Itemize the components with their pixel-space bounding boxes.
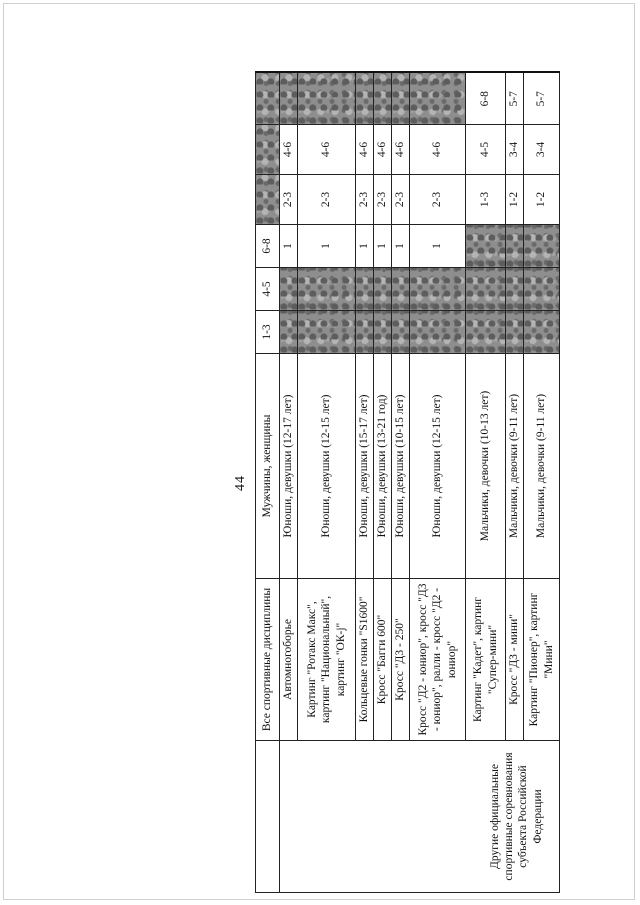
row-cell [410, 268, 466, 311]
row-discipline: Картинг "Пионер", картинг "Мини" [524, 579, 560, 741]
row-group: Юноши, девушки (12-15 лет) [298, 354, 356, 579]
row-discipline: Кросс "Д2 - юниор", кросс "Д3 - юниор", ралли - кросс "Д2 - юниор" [410, 579, 466, 741]
row-group: Юноши, девушки (15-17 лет) [356, 354, 374, 579]
row-cell [392, 311, 410, 354]
row-cell [392, 73, 410, 125]
row-cell: 2-3 [356, 175, 374, 225]
row-cell: 1-2 [524, 175, 560, 225]
row-cell [374, 73, 392, 125]
row-cell [280, 73, 298, 125]
table-row [280, 73, 298, 893]
row-cell: 5-7 [506, 73, 524, 125]
header-shaded [256, 73, 280, 125]
page-number: 44 [233, 475, 248, 491]
row-cell: 4-6 [410, 125, 466, 175]
row-group: Юноши, девушки (12-15 лет) [410, 354, 466, 579]
competition-table [255, 72, 560, 894]
row-discipline: Кросс "Багги 600" [374, 579, 392, 741]
header-shaded [256, 125, 280, 175]
row-cell: 3-4 [524, 125, 560, 175]
header-shaded [256, 175, 280, 225]
row-cell [280, 268, 298, 311]
header-group: Мужчины, женщины [256, 354, 280, 579]
row-cell [356, 73, 374, 125]
row-cell: 2-3 [280, 175, 298, 225]
row-cell [374, 268, 392, 311]
row-cell: 2-3 [392, 175, 410, 225]
row-cell [356, 311, 374, 354]
row-group: Мальчики, девочки (9-11 лет) [506, 354, 524, 579]
header-rank-2: 4-5 [256, 268, 280, 311]
row-cell [298, 268, 356, 311]
row-cell: 5-7 [524, 73, 560, 125]
row-cell [524, 268, 560, 311]
row-group: Мальчики, девочки (9-11 лет) [524, 354, 560, 579]
row-cell: 2-3 [410, 175, 466, 225]
rotated-table-container [233, 73, 555, 893]
row-cell [466, 268, 506, 311]
row-group: Мальчики, девочки (10-13 лет) [466, 354, 506, 579]
row-cell [524, 225, 560, 268]
row-cell [280, 311, 298, 354]
row-cell [466, 225, 506, 268]
row-cell [506, 225, 524, 268]
row-discipline: Кольцевые гонки "S1600" [356, 579, 374, 741]
header-row [256, 73, 280, 893]
row-cell: 1-3 [466, 175, 506, 225]
row-cell [356, 268, 374, 311]
header-rank-3: 6-8 [256, 225, 280, 268]
row-discipline: Кросс "Д3 - мини" [506, 579, 524, 741]
row-cell: 4-6 [374, 125, 392, 175]
row-cell [506, 268, 524, 311]
row-cell [506, 311, 524, 354]
row-cell [392, 268, 410, 311]
row-cell [410, 311, 466, 354]
row-cell: 4-6 [298, 125, 356, 175]
header-section [256, 741, 280, 893]
row-cell: 1 [410, 225, 466, 268]
row-cell [410, 73, 466, 125]
row-cell: 1 [374, 225, 392, 268]
row-cell: 4-6 [280, 125, 298, 175]
row-cell: 6-8 [466, 73, 506, 125]
row-cell [466, 311, 506, 354]
row-cell: 1-2 [506, 175, 524, 225]
row-cell: 4-6 [392, 125, 410, 175]
row-cell: 1 [298, 225, 356, 268]
row-cell: 1 [280, 225, 298, 268]
row-group: Юноши, девушки (12-17 лет) [280, 354, 298, 579]
row-discipline: Кросс "Д3 - 250" [392, 579, 410, 741]
row-cell: 3-4 [506, 125, 524, 175]
row-discipline: Автомногоборье [280, 579, 298, 741]
section-title: Другие официальные спортивные соревнования субъекта Российской Федерации [280, 741, 560, 893]
row-cell: 1 [356, 225, 374, 268]
row-cell: 2-3 [298, 175, 356, 225]
row-cell [298, 311, 356, 354]
row-cell: 1 [392, 225, 410, 268]
row-cell: 2-3 [374, 175, 392, 225]
row-cell [298, 73, 356, 125]
row-discipline: Картинг "Кадет", картинг "Супер-мини" [466, 579, 506, 741]
row-cell [524, 311, 560, 354]
row-group: Юноши, девушки (13-21 год) [374, 354, 392, 579]
header-rank-1: 1-3 [256, 311, 280, 354]
row-discipline: Картинг "Ротакс Макс", картинг "Национальный", картинг "ОК-j" [298, 579, 356, 741]
row-cell: 4-6 [356, 125, 374, 175]
row-group: Юноши, девушки (10-15 лет) [392, 354, 410, 579]
row-cell: 4-5 [466, 125, 506, 175]
header-discipline: Все спортивные дисциплины [256, 579, 280, 741]
row-cell [374, 311, 392, 354]
